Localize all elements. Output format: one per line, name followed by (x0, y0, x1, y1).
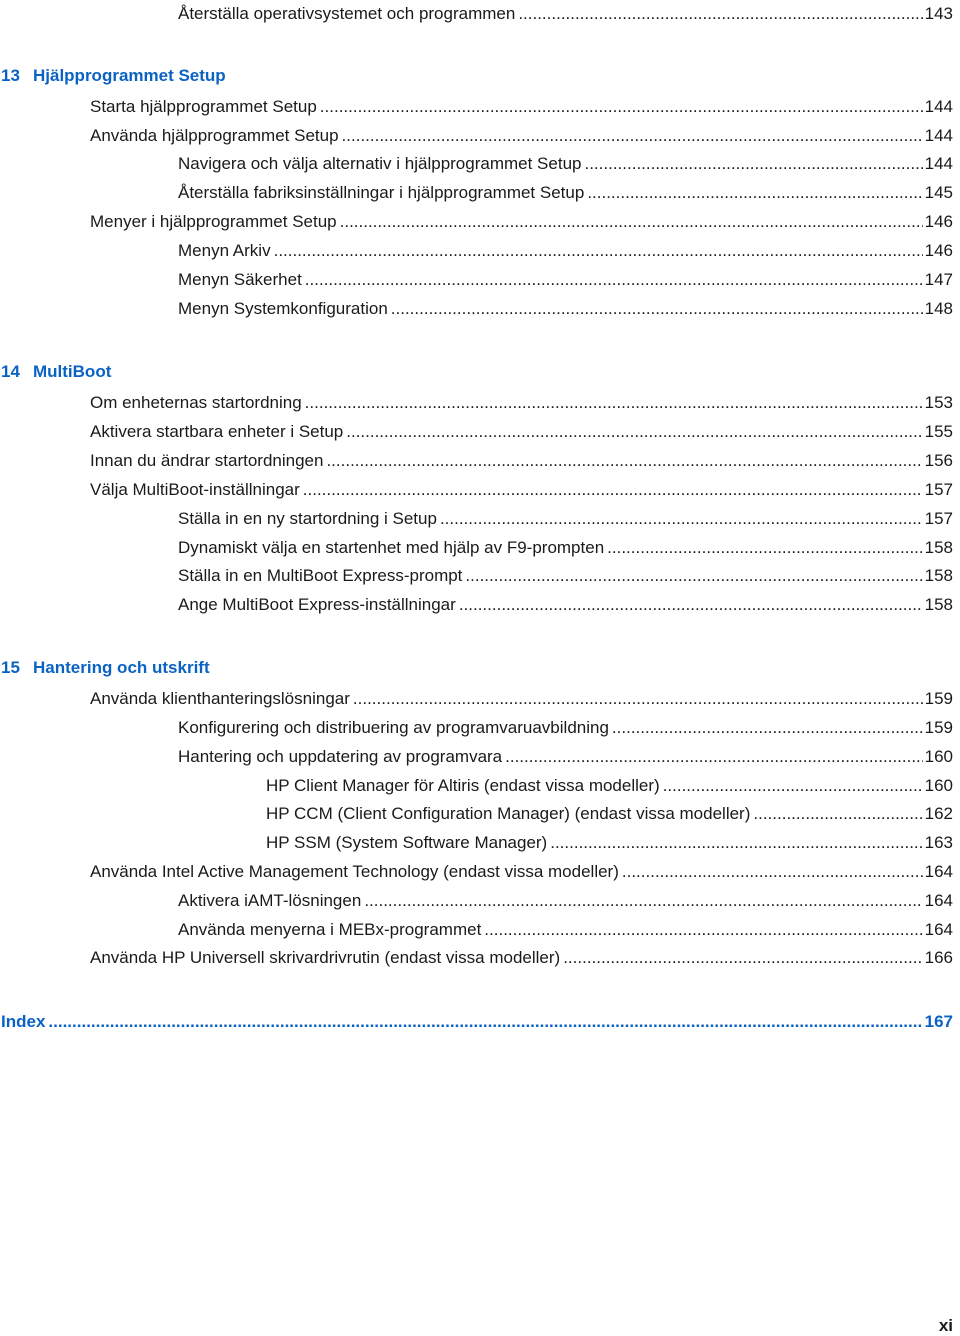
toc-entry-text: Navigera och välja alternativ i hjälpprogrammet Setup (178, 154, 582, 173)
toc-page-number: 156 (924, 451, 953, 470)
toc-entry[interactable] (178, 268, 953, 292)
toc-entry[interactable] (90, 860, 953, 884)
toc-page-number: 159 (924, 718, 953, 737)
toc-page-number: 146 (924, 241, 953, 260)
toc-entry[interactable] (178, 297, 953, 321)
toc-page-number: 166 (924, 948, 953, 967)
toc-entry[interactable] (90, 391, 953, 415)
toc-entry-text: Ställa in en ny startordning i Setup (178, 509, 437, 528)
toc-page-number: 157 (924, 480, 953, 499)
toc-entry[interactable] (178, 181, 953, 205)
toc-entry-text: Starta hjälpprogrammet Setup (90, 97, 317, 116)
toc-leader-dots (465, 564, 922, 588)
toc-entry[interactable] (178, 507, 953, 531)
toc-leader-dots (607, 536, 922, 560)
toc-entry[interactable] (90, 478, 953, 502)
toc-entry[interactable] (178, 564, 953, 588)
toc-entry-text: Konfigurering och distribuering av programvaruavbildning (178, 718, 609, 737)
toc-page-number: 158 (924, 566, 953, 585)
toc-page-number: 155 (924, 422, 953, 441)
toc-entry[interactable] (90, 449, 953, 473)
toc-entry-text: Menyer i hjälpprogrammet Setup (90, 212, 337, 231)
toc-entry-text: Menyn Arkiv (178, 241, 271, 260)
toc-entry[interactable] (90, 210, 953, 234)
toc-page-number: 158 (924, 538, 953, 557)
toc-leader-dots (274, 239, 923, 263)
toc-entry[interactable] (266, 831, 953, 855)
toc-leader-dots (550, 831, 922, 855)
toc-page-number: 164 (924, 920, 953, 939)
chapter-heading[interactable] (1, 64, 226, 88)
toc-page-number: 144 (924, 97, 953, 116)
toc-entry-text: Hantering och uppdatering av programvara (178, 747, 503, 766)
toc-entry-text: Aktivera iAMT-lösningen (178, 891, 362, 910)
toc-entry-text: Menyn Systemkonfiguration (178, 299, 388, 318)
toc-page-number: 158 (924, 595, 953, 614)
toc-leader-dots (440, 507, 923, 531)
chapter-number: 15 (1, 658, 20, 677)
toc-leader-dots (663, 774, 923, 798)
toc-leader-dots (753, 802, 922, 826)
toc-leader-dots (518, 2, 922, 26)
toc-entry[interactable] (90, 95, 953, 119)
toc-entry-text: Ange MultiBoot Express-inställningar (178, 595, 456, 614)
toc-leader-dots (587, 181, 922, 205)
page-number: xi (938, 1316, 953, 1335)
toc-leader-dots (326, 449, 922, 473)
toc-page-number: 164 (924, 891, 953, 910)
toc-page-number: 144 (924, 126, 953, 145)
toc-leader-dots (622, 860, 923, 884)
toc-entry-text: Om enheternas startordning (90, 393, 302, 412)
toc-entry[interactable] (178, 239, 953, 263)
toc-page-number: 162 (924, 804, 953, 823)
chapter-title: Hjälpprogrammet Setup (33, 66, 226, 85)
chapter-heading[interactable] (1, 360, 111, 384)
toc-entry[interactable] (90, 687, 953, 711)
toc-leader-dots (305, 391, 923, 415)
toc-entry-text: Ställa in en MultiBoot Express-prompt (178, 566, 463, 585)
toc-entry[interactable] (90, 420, 953, 444)
toc-leader-dots (340, 210, 923, 234)
toc-entry-text: Välja MultiBoot-inställningar (90, 480, 300, 499)
toc-entry[interactable] (178, 152, 953, 176)
toc-leader-dots (353, 687, 923, 711)
toc-entry-text: Använda menyerna i MEBx-programmet (178, 920, 482, 939)
chapter-number: 13 (1, 66, 20, 85)
toc-entry-text: Återställa operativsystemet och programmen (178, 4, 516, 23)
toc-entry-text: Använda hjälpprogrammet Setup (90, 126, 339, 145)
toc-leader-dots (391, 297, 923, 321)
toc-leader-dots (563, 946, 922, 970)
toc-entry-text: Använda klienthanteringslösningar (90, 689, 350, 708)
toc-entry[interactable] (178, 593, 953, 617)
toc-leader-dots (303, 478, 923, 502)
toc-leader-dots (484, 918, 922, 942)
toc-entry[interactable] (178, 918, 953, 942)
toc-page-number: 147 (924, 270, 953, 289)
chapter-heading[interactable] (1, 656, 210, 680)
toc-page-number: 160 (924, 776, 953, 795)
toc-page-number: 143 (924, 4, 953, 23)
toc-entry-text: Använda Intel Active Management Technology (endast vissa modeller) (90, 862, 619, 881)
toc-entry[interactable] (266, 802, 953, 826)
toc-page-number: 160 (924, 747, 953, 766)
toc-page-number: 164 (924, 862, 953, 881)
toc-leader-dots (305, 268, 923, 292)
toc-leader-dots (459, 593, 923, 617)
toc-entry-index[interactable] (1, 1010, 953, 1034)
toc-entry[interactable] (178, 536, 953, 560)
toc-entry[interactable] (178, 889, 953, 913)
toc-page-number: 148 (924, 299, 953, 318)
toc-page-number: 146 (924, 212, 953, 231)
toc-entry[interactable] (90, 946, 953, 970)
toc-leader-dots (346, 420, 922, 444)
toc-entry-text: Menyn Säkerhet (178, 270, 302, 289)
toc-entry-text: Index (1, 1012, 46, 1031)
chapter-title: MultiBoot (33, 362, 112, 381)
toc-entry[interactable] (178, 2, 953, 26)
toc-entry-text: HP CCM (Client Configuration Manager) (endast vissa modeller) (266, 804, 751, 823)
toc-entry[interactable] (90, 124, 953, 148)
toc-page-number: 157 (924, 509, 953, 528)
toc-leader-dots (505, 745, 922, 769)
toc-entry[interactable] (178, 716, 953, 740)
toc-leader-dots (584, 152, 922, 176)
toc-leader-dots (342, 124, 923, 148)
toc-page-number: 144 (924, 154, 953, 173)
toc-page-number: 163 (924, 833, 953, 852)
toc-entry-text: HP Client Manager för Altiris (endast vissa modeller) (266, 776, 660, 795)
toc-entry[interactable] (266, 774, 953, 798)
toc-leader-dots (48, 1010, 922, 1034)
toc-leader-dots (612, 716, 923, 740)
toc-page-number: 159 (924, 689, 953, 708)
toc-leader-dots (364, 889, 922, 913)
chapter-number: 14 (1, 362, 20, 381)
toc-page-number: 153 (924, 393, 953, 412)
toc-entry-text: Dynamiskt välja en startenhet med hjälp av F9-prompten (178, 538, 605, 557)
toc-page-number: 167 (924, 1012, 953, 1031)
chapter-title: Hantering och utskrift (33, 658, 210, 677)
toc-entry[interactable] (178, 745, 953, 769)
toc-entry-text: Återställa fabriksinställningar i hjälpprogrammet Setup (178, 183, 585, 202)
toc-entry-text: Innan du ändrar startordningen (90, 451, 324, 470)
toc-entry-text: Aktivera startbara enheter i Setup (90, 422, 344, 441)
toc-entry-text: Använda HP Universell skrivardrivrutin (endast vissa modeller) (90, 948, 561, 967)
toc-page-number: 145 (924, 183, 953, 202)
toc-leader-dots (320, 95, 923, 119)
toc-entry-text: HP SSM (System Software Manager) (266, 833, 548, 852)
